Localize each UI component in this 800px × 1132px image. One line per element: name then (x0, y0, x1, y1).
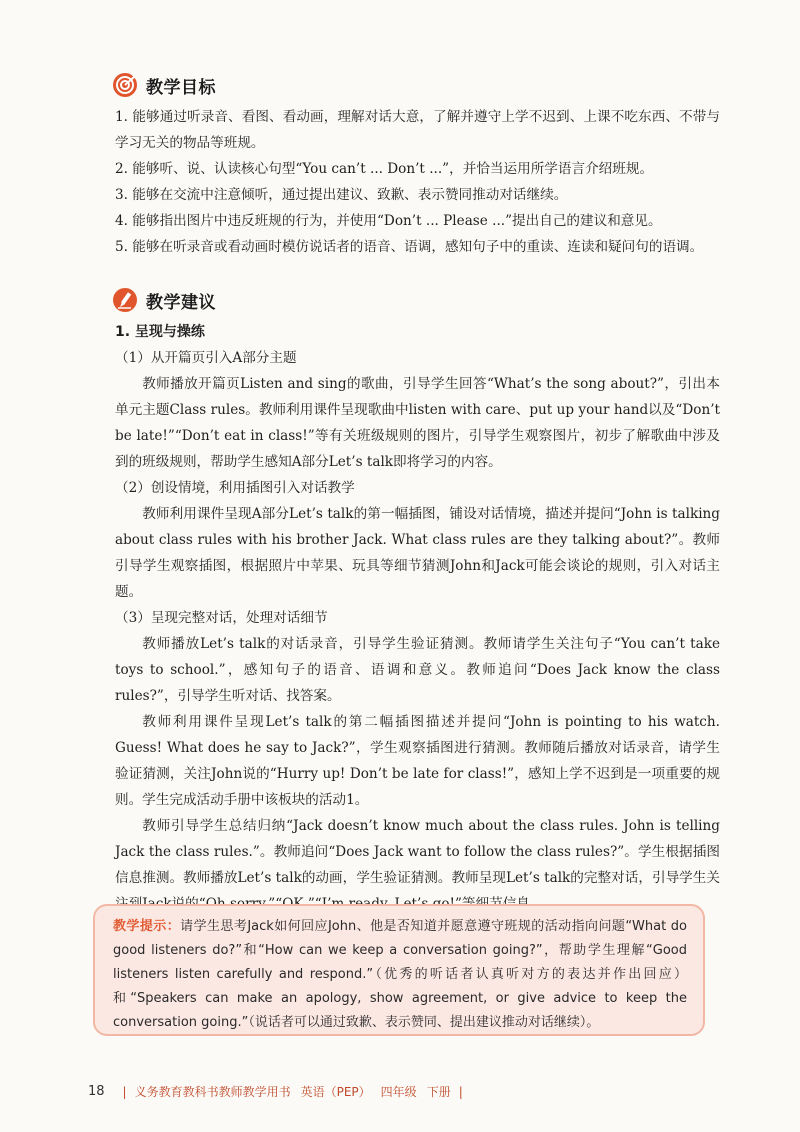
step-paragraph: 教师播放Let’s talk的对话录音，引导学生验证猜测。教师请学生关注句子“You can’t take toys to school.”，感知句子的语音、语调和意义。教师追问“Does Jack know the class rules?”，引导学生听对话、找答案。 (115, 636, 720, 704)
goals-heading (112, 72, 216, 98)
page-number: 18 (88, 1084, 105, 1099)
goal-item: 1. 能够通过听录音、看图、看动画，理解对话大意，了解并遵守上学不迟到、上课不吃东西、不带与学习无关的物品等班规。 (115, 109, 720, 151)
step-title: （3）呈现完整对话，处理对话细节 (115, 610, 328, 626)
subsection-title: 1. 呈现与操练 (115, 324, 205, 340)
step-title: （2）创设情境，利用插图引入对话教学 (115, 480, 355, 496)
suggestions-heading (112, 287, 216, 313)
goal-item: 2. 能够听、说、认读核心句型“You can’t ... Don’t ...”，并恰当运用所学语言介绍班规。 (115, 161, 654, 177)
step-paragraph: 教师播放开篇页Listen and sing的歌曲，引导学生回答“What’s the song about?”，引出本单元主题Class rules。教师利用课件呈现歌曲中listen with care、put up your hand以及“Don’t be late!”“Don’t eat in class!”等有关班级规则的图片，引导学生观察图片，初步了解歌曲中涉及到的班级规则，帮助学生感知A部分Let’s talk即将学习的内容。 (115, 376, 720, 470)
suggestions-body (115, 319, 720, 917)
step-paragraph: 教师引导学生总结归纳“Jack doesn’t know much about the class rules. John is telling Jack the class rules.”。教师追问“Does Jack want to follow the class rules?”。学生根据插图信息推测。教师播放Let’s talk的动画，学生验证猜测。教师呈现Let’s talk的完整对话，引导学生关 (115, 818, 720, 886)
footer-divider: | (122, 1084, 127, 1099)
page-footer (88, 1083, 471, 1100)
teaching-tip-box (93, 904, 705, 1036)
footer-divider: | (458, 1084, 463, 1099)
pencil-icon (112, 287, 138, 313)
subject-label: 英语（PEP） (300, 1085, 371, 1099)
suggestions-title: 教学建议 (146, 292, 216, 313)
tip-label: 教学提示： (113, 919, 181, 934)
step-paragraph: 教师利用课件呈现A部分Let’s talk的第一幅插图，铺设对话情境，描述并提问“John is talking about class rules with his brother Jack. What class rules are they talking about?”。教师引导学生观察插图，根据照片中苹果、玩具等细节猜测John和Jack可能会谈论的规则，引入对话主题。 (115, 506, 720, 600)
book-title: 义务教育教科书教师教学用书 (134, 1085, 291, 1099)
tip-text: 请学生思考Jack如何回应John、他是否知道并愿意遵守班规的活动指向问题“What do good listeners do?”和“How can we keep a conversation going?”，帮助学生理解“Good listeners listen carefully and respond.”（优秀的听话者认真听对方的表达并作出回应）和“Speakers can make an apology, show agreement, or give advice to keep the conversation going.”（说话者可以通过致歉、表示赞同、提出建议推动对话继续）。 (113, 919, 687, 1030)
step-paragraph: 教师利用课件呈现Let’s talk的第二幅插图描述并提问“John is pointing to his watch. Guess! What does he say to Jack?”，学生观察插图进行猜测。教师随后播放对话录音，请学生验证猜测，关注John说的“Hurry up! Don’t be late for class!”，感知上学不迟到是一项重要的规则。学生完成活动手册中该板块的活动1。 (115, 714, 720, 808)
volume-label: 下册 (426, 1085, 451, 1099)
target-icon (112, 72, 138, 98)
grade-label: 四年级 (380, 1085, 417, 1099)
step-title: （1）从开篇页引入A部分主题 (115, 350, 297, 366)
goal-item: 5. 能够在听录音或看动画时模仿说话者的语音、语调，感知句子中的重读、连读和疑问句的语调。 (115, 239, 704, 255)
goals-title: 教学目标 (146, 77, 216, 98)
goal-item: 4. 能够指出图片中违反班规的行为，并使用“Don’t ... Please ...”提出自己的建议和意见。 (115, 213, 662, 229)
goals-list (115, 104, 720, 260)
goal-item: 3. 能够在交流中注意倾听，通过提出建议、致歉、表示赞同推动对话继续。 (115, 187, 568, 203)
